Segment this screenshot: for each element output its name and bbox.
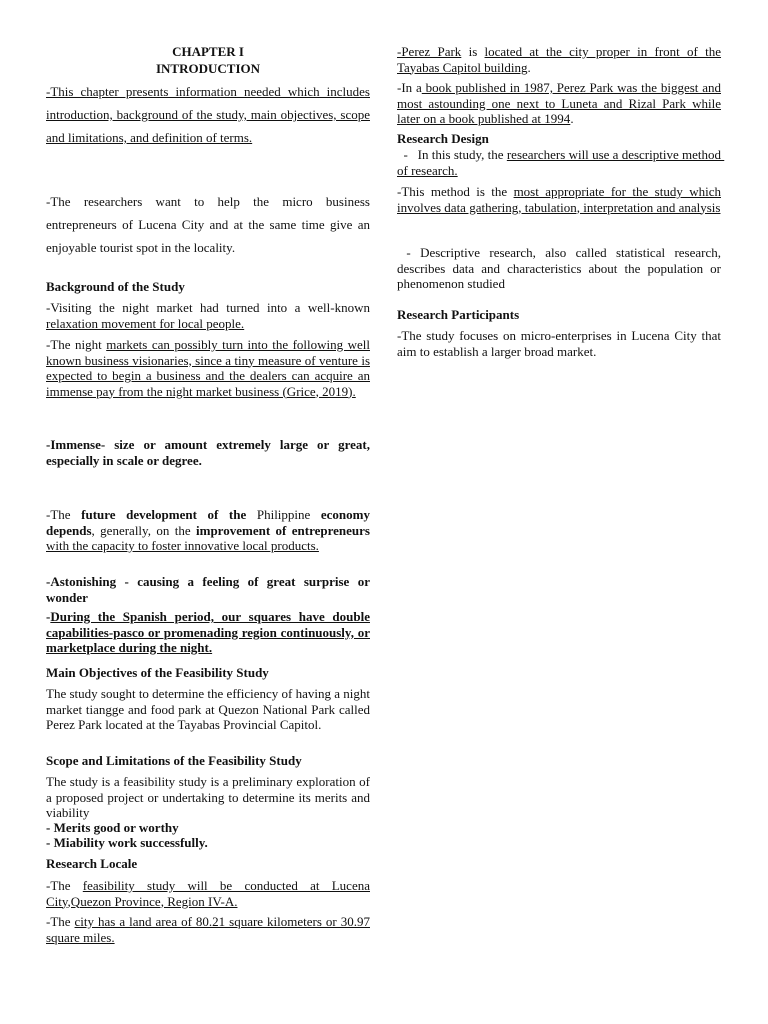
fd-part-2: future development of the <box>81 507 247 522</box>
perez-1-part-2: is <box>461 44 485 59</box>
fd-part-7: with the capacity to foster innovative local products. <box>46 538 319 553</box>
night-market-paragraph <box>46 300 370 331</box>
visionaries-text: -The night <box>46 337 107 352</box>
miability-definition: - Miability work successfully. <box>46 835 208 850</box>
spanish-period-paragraph <box>46 609 370 656</box>
intro-paragraph: -This chapter presents information needed which includes introduction, background of the study, main objectives, scope and limitations, and definition of terms. <box>46 84 370 145</box>
perez-book-paragraph <box>397 80 721 127</box>
perez-1-part-4: . <box>527 59 531 75</box>
researchers-paragraph: -The researchers want to help the micro business entrepreneurs of Lucena City and at the same time give an enjoyable tourist spot in the locality. <box>46 194 370 255</box>
fd-part-3: Philippine <box>246 507 321 522</box>
spanish-underlined: During the Spanish period, our squares have double capabilities-pasco or promenading region continuously, or marketplace during the night. <box>46 609 370 655</box>
design-2-underlined: most appropriate for the study which involves data gathering, tabulation, interpretation and analysis <box>397 184 721 215</box>
spanish-dash: - <box>46 609 51 624</box>
design-heading: Research Design <box>397 131 489 146</box>
perez-2-part-2: book published in 1987, Perez Park was the biggest and most astounding one next to Luneta and Rizal Park while later on a book published at 1994 <box>397 80 721 126</box>
fd-part-6: improvement of entrepreneurs <box>196 522 370 538</box>
immense-definition: -Immense- size or amount extremely large or great, especially in scale or degree. <box>46 437 370 468</box>
night-market-text: -Visiting the night market had turned into a well-known <box>46 300 370 315</box>
astonishing-definition: -Astonishing - causing a feeling of great surprise or wonder <box>46 574 370 605</box>
locale-2-text: -The <box>46 914 75 929</box>
introduction-title: INTRODUCTION <box>155 61 260 76</box>
perez-2-part-1: -In a <box>397 80 422 95</box>
fd-part-4: economy depends <box>46 507 370 538</box>
participants-heading: Research Participants <box>397 307 520 322</box>
chapter-heading: CHAPTER I <box>172 44 244 59</box>
night-market-underlined: relaxation movement for local people. <box>46 315 245 331</box>
visionaries-underlined: markets can possibly turn into the following well known business visionaries, since a tiny measure of venture is expected to begin a business and the dealers can acquire an immense pay from the night market business (Grice, 2019). <box>46 337 370 399</box>
locale-heading: Research Locale <box>46 856 138 871</box>
locale-paragraph-2 <box>46 914 370 945</box>
fd-part-5: , generally, on the <box>91 522 197 538</box>
design-1-text: - In this study, the <box>397 147 507 162</box>
perez-1-part-1: -Perez Park <box>397 44 462 59</box>
scope-paragraph: The study is a feasibility study is a preliminary exploration of a proposed project or undertaking to determine its merits and viability <box>46 774 370 820</box>
design-paragraph-1 <box>397 147 725 178</box>
perez-1-part-3: located at the city proper in front of the Tayabas Capitol building <box>397 44 722 75</box>
perez-park-paragraph <box>397 44 721 75</box>
future-development-paragraph <box>46 507 370 554</box>
visionaries-paragraph <box>46 337 370 399</box>
design-1-underlined: researchers will use a descriptive method of research. <box>397 147 725 178</box>
locale-1-underlined: feasibility study will be conducted at Lucena City,Quezon Province, Region IV-A. <box>46 878 370 909</box>
objectives-paragraph: The study sought to determine the efficiency of having a night market tiangge and food park at Quezon National Park called Perez Park located at the Tayabas Provincial Capitol. <box>46 686 370 732</box>
scope-heading: Scope and Limitations of the Feasibility Study <box>46 753 302 768</box>
objectives-heading: Main Objectives of the Feasibility Study <box>46 665 269 680</box>
descriptive-research-paragraph: - Descriptive research, also called statistical research, describes data and characteristics about the population or phenomenon studied <box>397 245 725 291</box>
perez-2-part-3: . <box>570 111 574 126</box>
design-2-text: -This method is the <box>397 184 514 199</box>
fd-part-1: -The <box>46 507 82 522</box>
locale-2-underlined: city has a land area of 80.21 square kilometers or 30.97 square miles. <box>46 914 370 945</box>
design-paragraph-2 <box>397 184 721 215</box>
locale-1-text: -The <box>46 878 83 893</box>
participants-paragraph: -The study focuses on micro-enterprises in Lucena City that aim to establish a larger broad market. <box>397 328 721 359</box>
background-heading: Background of the Study <box>46 279 185 294</box>
merits-definition: - Merits good or worthy <box>46 820 179 835</box>
locale-paragraph-1 <box>46 878 370 909</box>
